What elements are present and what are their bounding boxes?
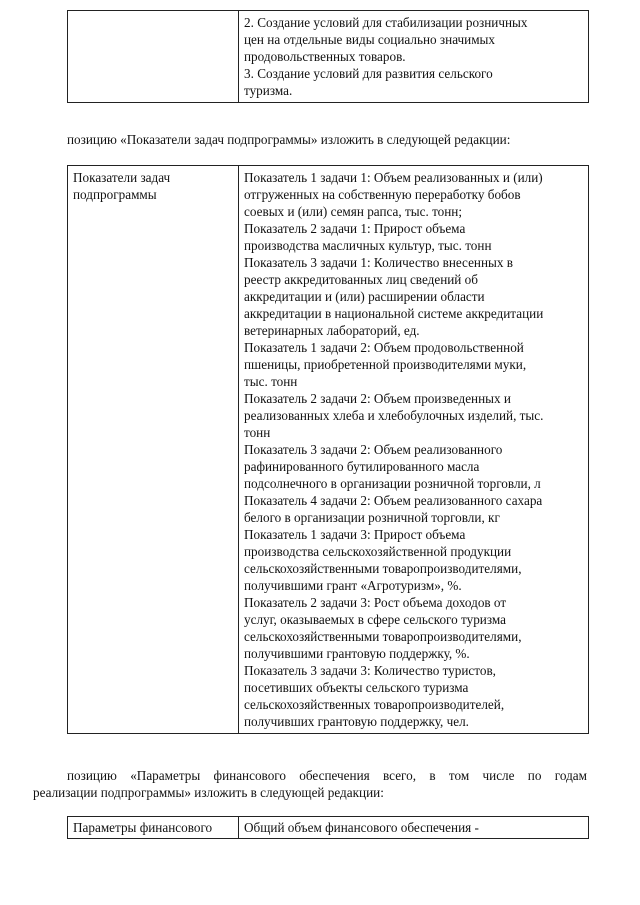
financing-label-cell: Параметры финансового [68,817,239,839]
text-line: сельскохозяйственными товаропроизводителями, [244,561,522,576]
table-row [68,166,589,734]
text-line: реализованных хлеба и хлебобулочных изделий, тыс. [244,408,544,423]
text-line: Показатель 1 задачи 3: Прирост объема [244,527,466,542]
text-line: отгруженных на собственную переработку бобов [244,187,521,202]
text-line: Показатель 2 задачи 1: Прирост объема [244,221,466,236]
text-line: Показатель 2 задачи 2: Объем произведенных и [244,391,511,406]
text-line: Показатель 1 задачи 2: Объем продовольственной [244,340,524,355]
text-line: белого в организации розничной торговли, кг [244,510,500,525]
indicators-table [67,165,589,734]
text-line: ветеринарных лабораторий, ед. [244,323,420,338]
instruction-paragraph-indicators: позицию «Показатели задач подпрограммы» изложить в следующей редакции: [67,132,511,147]
text-line: подпрограммы [73,187,157,202]
text-line: пшеницы, приобретенной производителями муки, [244,357,527,372]
text-line: рафинированного бутилированного масла [244,459,480,474]
table1-right-cell [239,11,589,103]
text-line: 2. Создание условий для стабилизации розничных [244,15,528,30]
text-line: аккредитации и (или) расширении области [244,289,485,304]
text-line: тонн [244,425,271,440]
text-line: Показатели задач [73,170,171,185]
text-line: аккредитации в национальной системе аккредитации [244,306,544,321]
text-line: получившими грантовую поддержку, %. [244,646,470,661]
text-line: реестр аккредитованных лиц сведений об [244,272,478,287]
table1-left-cell [68,11,239,103]
text-line: соевых и (или) семян рапса, тыс. тонн; [244,204,463,219]
text-line: Показатель 4 задачи 2: Объем реализованного сахара [244,493,543,508]
text-line: туризма. [244,83,293,98]
text-line: сельскохозяйственных товаропроизводителей, [244,697,505,712]
text-line: получившими грант «Агротуризм», %. [244,578,462,593]
instruction-paragraph-financing-line2: реализации подпрограммы» изложить в следующей редакции: [33,785,384,800]
table-row [68,11,589,103]
instruction-paragraph-financing-line1: позицию «Параметры финансового обеспечения всего, в том числе по годам [67,768,587,783]
financing-content-cell: Общий объем финансового обеспечения - [239,817,589,839]
indicators-label-cell [68,166,239,734]
text-line: подсолнечного в организации розничной торговли, л [244,476,541,491]
text-line: получивших грантовую поддержку, чел. [244,714,469,729]
text-line: продовольственных товаров. [244,49,406,64]
text-line: цен на отдельные виды социально значимых [244,32,496,47]
text-line: посетивших объекты сельского туризма [244,680,469,695]
indicators-content-cell [239,166,589,734]
text-line: производства масличных культур, тыс. тонн [244,238,492,253]
text-line: тыс. тонн [244,374,298,389]
text-line: услуг, оказываемых в сфере сельского туризма [244,612,506,627]
text-line: Показатель 3 задачи 3: Количество туристов, [244,663,496,678]
text-line: 3. Создание условий для развития сельского [244,66,493,81]
text-line: Показатель 3 задачи 2: Объем реализованного [244,442,503,457]
table-continuation [67,10,589,103]
text-line: сельскохозяйственными товаропроизводителями, [244,629,522,644]
text-line: производства сельскохозяйственной продукции [244,544,512,559]
text-line: Показатель 2 задачи 3: Рост объема доходов от [244,595,507,610]
text-line: Показатель 1 задачи 1: Объем реализованных и (или) [244,170,543,185]
text-line: Показатель 3 задачи 1: Количество внесенных в [244,255,514,270]
financing-table [67,816,589,839]
table-row [68,817,589,839]
